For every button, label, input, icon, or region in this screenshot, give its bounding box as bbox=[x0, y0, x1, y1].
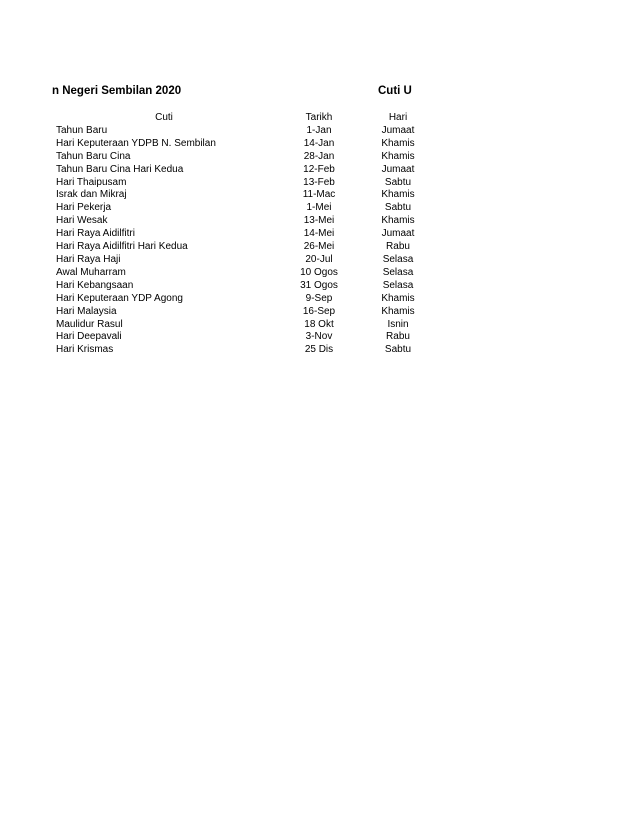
cell-tarikh: 14-Jan bbox=[303, 137, 335, 149]
cell-cuti: Hari Raya Aidilfitri Hari Kedua bbox=[56, 241, 188, 253]
cell-cuti: Tahun Baru Cina bbox=[56, 150, 131, 162]
table-row bbox=[56, 319, 430, 332]
column-header-cuti: Cuti bbox=[155, 112, 173, 123]
cell-tarikh: 13-Mei bbox=[303, 215, 335, 227]
cell-tarikh: 26-Mei bbox=[303, 241, 335, 253]
cell-tarikh: 1-Jan bbox=[306, 124, 332, 136]
cell-hari: Sabtu bbox=[384, 344, 412, 356]
cell-tarikh: 10 Ogos bbox=[300, 266, 338, 278]
cell-cuti: Hari Thaipusam bbox=[56, 176, 127, 188]
cell-hari: Selasa bbox=[382, 266, 414, 278]
cell-cuti: Hari Krismas bbox=[56, 344, 114, 356]
cell-hari: Khamis bbox=[381, 189, 415, 201]
cell-hari: Selasa bbox=[382, 279, 414, 291]
cell-cuti: Hari Malaysia bbox=[56, 305, 117, 317]
cell-cuti: Hari Raya Aidilfitri bbox=[56, 228, 135, 240]
cell-tarikh: 31 Ogos bbox=[300, 279, 338, 291]
cell-cuti: Awal Muharram bbox=[56, 266, 126, 278]
cell-tarikh: 9-Sep bbox=[305, 292, 333, 304]
table-row bbox=[56, 331, 430, 344]
table-row bbox=[56, 138, 430, 151]
cell-cuti: Hari Wesak bbox=[56, 215, 108, 227]
cell-tarikh: 16-Sep bbox=[302, 305, 336, 317]
cell-cuti: Tahun Baru Cina Hari Kedua bbox=[56, 163, 184, 175]
cell-hari: Khamis bbox=[381, 292, 415, 304]
cell-cuti: Hari Keputeraan YDP Agong bbox=[56, 292, 183, 304]
table-row bbox=[56, 215, 430, 228]
holiday-table bbox=[56, 112, 430, 357]
cell-cuti: Hari Pekerja bbox=[56, 202, 112, 214]
column-header-hari: Hari bbox=[388, 112, 408, 123]
cell-hari: Jumaat bbox=[381, 228, 415, 240]
cell-cuti: Tahun Baru bbox=[56, 124, 108, 136]
cell-cuti: Hari Kebangsaan bbox=[56, 279, 134, 291]
table-row bbox=[56, 293, 430, 306]
cell-hari: Sabtu bbox=[384, 202, 412, 214]
table-row bbox=[56, 306, 430, 319]
cell-hari: Jumaat bbox=[381, 124, 415, 136]
cell-hari: Sabtu bbox=[384, 176, 412, 188]
cell-cuti: Hari Deepavali bbox=[56, 331, 122, 343]
table-row bbox=[56, 189, 430, 202]
cell-tarikh: 12-Feb bbox=[303, 163, 335, 175]
cell-cuti: Maulidur Rasul bbox=[56, 318, 123, 330]
table-row bbox=[56, 254, 430, 267]
cell-hari: Khamis bbox=[381, 215, 415, 227]
cell-hari: Selasa bbox=[382, 253, 414, 265]
cell-cuti: Israk dan Mikraj bbox=[56, 189, 127, 201]
sheet-title-right bbox=[378, 85, 413, 101]
title-left-fragment bbox=[0, 85, 56, 101]
cell-tarikh: 28-Jan bbox=[303, 150, 335, 162]
cell-hari: Rabu bbox=[386, 331, 410, 343]
cell-tarikh: 25 Dis bbox=[304, 344, 334, 356]
cell-tarikh: 11-Mac bbox=[302, 189, 336, 201]
sheet-title-left-text: n Negeri Sembilan 2020 bbox=[52, 85, 182, 97]
holiday-table-body bbox=[56, 125, 430, 357]
table-row bbox=[56, 280, 430, 293]
table-row bbox=[56, 241, 430, 254]
table-row bbox=[56, 164, 430, 177]
cell-cuti: Hari Keputeraan YDPB N. Sembilan bbox=[56, 137, 216, 149]
table-row bbox=[56, 177, 430, 190]
table-row bbox=[56, 267, 430, 280]
cell-hari: Khamis bbox=[381, 150, 415, 162]
table-row bbox=[56, 228, 430, 241]
column-header-tarikh: Tarikh bbox=[305, 112, 333, 123]
cell-hari: Jumaat bbox=[381, 163, 415, 175]
table-row bbox=[56, 202, 430, 215]
cell-hari: Rabu bbox=[386, 241, 410, 253]
cell-tarikh: 14-Mei bbox=[303, 228, 335, 240]
sheet-title-right-text: Cuti U bbox=[378, 85, 412, 97]
table-row bbox=[56, 125, 430, 138]
sheet-title-left bbox=[52, 85, 252, 97]
table-row bbox=[56, 344, 430, 357]
cell-tarikh: 13-Feb bbox=[303, 176, 335, 188]
cell-hari: Khamis bbox=[381, 305, 415, 317]
cell-tarikh: 1-Mei bbox=[306, 202, 332, 214]
table-header-row bbox=[56, 112, 430, 125]
cell-hari: Khamis bbox=[381, 137, 415, 149]
cell-tarikh: 20-Jul bbox=[305, 253, 333, 265]
cell-tarikh: 18 Okt bbox=[304, 318, 334, 330]
cell-cuti: Hari Raya Haji bbox=[56, 253, 121, 265]
cell-tarikh: 3-Nov bbox=[305, 331, 333, 343]
table-row bbox=[56, 151, 430, 164]
cell-hari: Isnin bbox=[387, 318, 409, 330]
